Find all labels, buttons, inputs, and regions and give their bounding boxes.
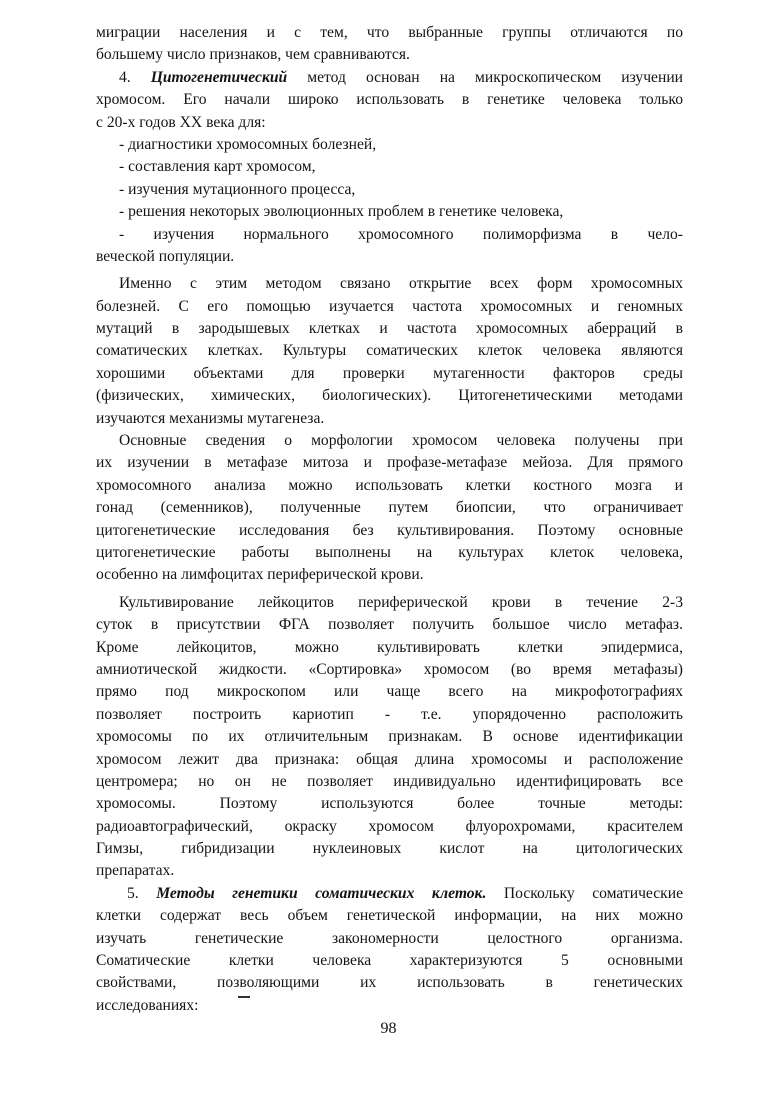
section-number: 5. (127, 884, 157, 902)
text-line: хромосомы. Поэтому используются более точные методы: (96, 795, 683, 813)
text-line: хромосом. Его начали широко использовать в генетике человека только (96, 91, 683, 109)
text-line: хорошими объектами для проверки мутагенности факторов среды (96, 364, 683, 382)
text-line: миграции населения и с тем, что выбранные группы отличаются по (96, 24, 683, 41)
text-line: суток в присутствии ФГА позволяет получить большое число метафаз. (96, 616, 683, 634)
text-line: соматических клетках. Культуры соматических клеток человека являются (96, 342, 683, 360)
section-term: Методы генетики соматических клеток. (156, 884, 487, 902)
text-line: изучать генетические закономерности целостного организма. (96, 929, 683, 947)
text-line: Соматические клетки человека характеризуются 5 основными (96, 952, 683, 970)
text-line: центромера; но он не позволяет индивидуально идентифицировать все (96, 772, 683, 790)
text-line: веческой популяции. (96, 247, 235, 265)
text-line: цитогенетические работы выполнены на культурах клеток человека, (96, 543, 683, 561)
text-line: свойствами, позволяющими их использовать в генетических (96, 974, 683, 992)
text-line: амниотической жидкости. «Сортировка» хромосом (во время метафазы) (96, 660, 683, 678)
section-number: 4. (119, 68, 151, 86)
text-line: особенно на лимфоцитах периферической крови. (96, 566, 424, 584)
text-line: Гимзы, гибридизации нуклеиновых кислот на цитологических (96, 840, 683, 858)
text-line: клетки содержат весь объем генетической информации, на них можно (96, 907, 683, 925)
text-line: Культивирование лейкоцитов периферической крови в течение 2-3 (119, 593, 683, 611)
text-line: мутаций в зародышевых клетках и частота хромосомных аберраций в (96, 320, 683, 338)
text-line: цитогенетические исследования без культивирования. Поэтому основные (96, 521, 683, 539)
text-line (96, 883, 683, 905)
text-line: радиоавтографический, окраску хромосом флуорохромами, красителем (96, 817, 683, 835)
text-line: (физических, химических, биологических). Цитогенетическими методами (96, 387, 683, 405)
text-line: Кроме лейкоцитов, можно культивировать клетки эпидермиса, (96, 638, 683, 656)
text-line: - изучения нормального хромосомного полиморфизма в чело- (119, 225, 683, 243)
line-text: Поскольку соматические (486, 884, 683, 902)
text-line: их изучении в метафазе митоза и профазе-метафазе мейоза. Для прямого (96, 454, 683, 472)
text-line: - диагностики хромосомных болезней, (119, 135, 377, 153)
text-line (96, 67, 683, 89)
text-line: препаратах. (96, 862, 175, 880)
text-line: - изучения мутационного процесса, (119, 180, 356, 198)
text-line: позволяет построить кариотип - т.е. упорядоченно расположить (96, 705, 683, 723)
line-text: метод основан на микроскопическом изучении (287, 68, 683, 86)
stray-dash-mark (238, 996, 250, 998)
text-line: большему число признаков, чем сравниваются. (96, 46, 410, 64)
page-number: 98 (380, 1020, 397, 1037)
text-line: хромосом лежит два признака: общая длина хромосомы и расположение (96, 750, 683, 768)
text-line: Основные сведения о морфологии хромосом человека получены при (119, 432, 683, 450)
text-line: прямо под микроскопом или чаще всего на микрофотографиях (96, 683, 683, 701)
text-line: с 20-х годов XX века для: (96, 113, 266, 131)
text-line: - составления карт хромосом, (119, 158, 316, 176)
text-line: хромосомного анализа можно использовать клетки костного мозга и (96, 476, 683, 494)
body-text (96, 22, 683, 1017)
text-line: - решения некоторых эволюционных проблем в генетике человека, (119, 203, 564, 221)
text-line: Именно с этим методом связано открытие всех форм хромосомных (119, 275, 683, 293)
text-line: болезней. С его помощью изучается частота хромосомных и геномных (96, 297, 683, 315)
section-term: Цитогенетический (150, 68, 288, 86)
text-line: изучаются механизмы мутагенеза. (96, 409, 325, 427)
text-line: исследованиях: (96, 996, 199, 1014)
text-line: гонад (семенников), полученные путем биопсии, что ограничивает (96, 499, 683, 517)
text-line: хромосомы по их отличительным признакам. В основе идентификации (96, 728, 683, 746)
